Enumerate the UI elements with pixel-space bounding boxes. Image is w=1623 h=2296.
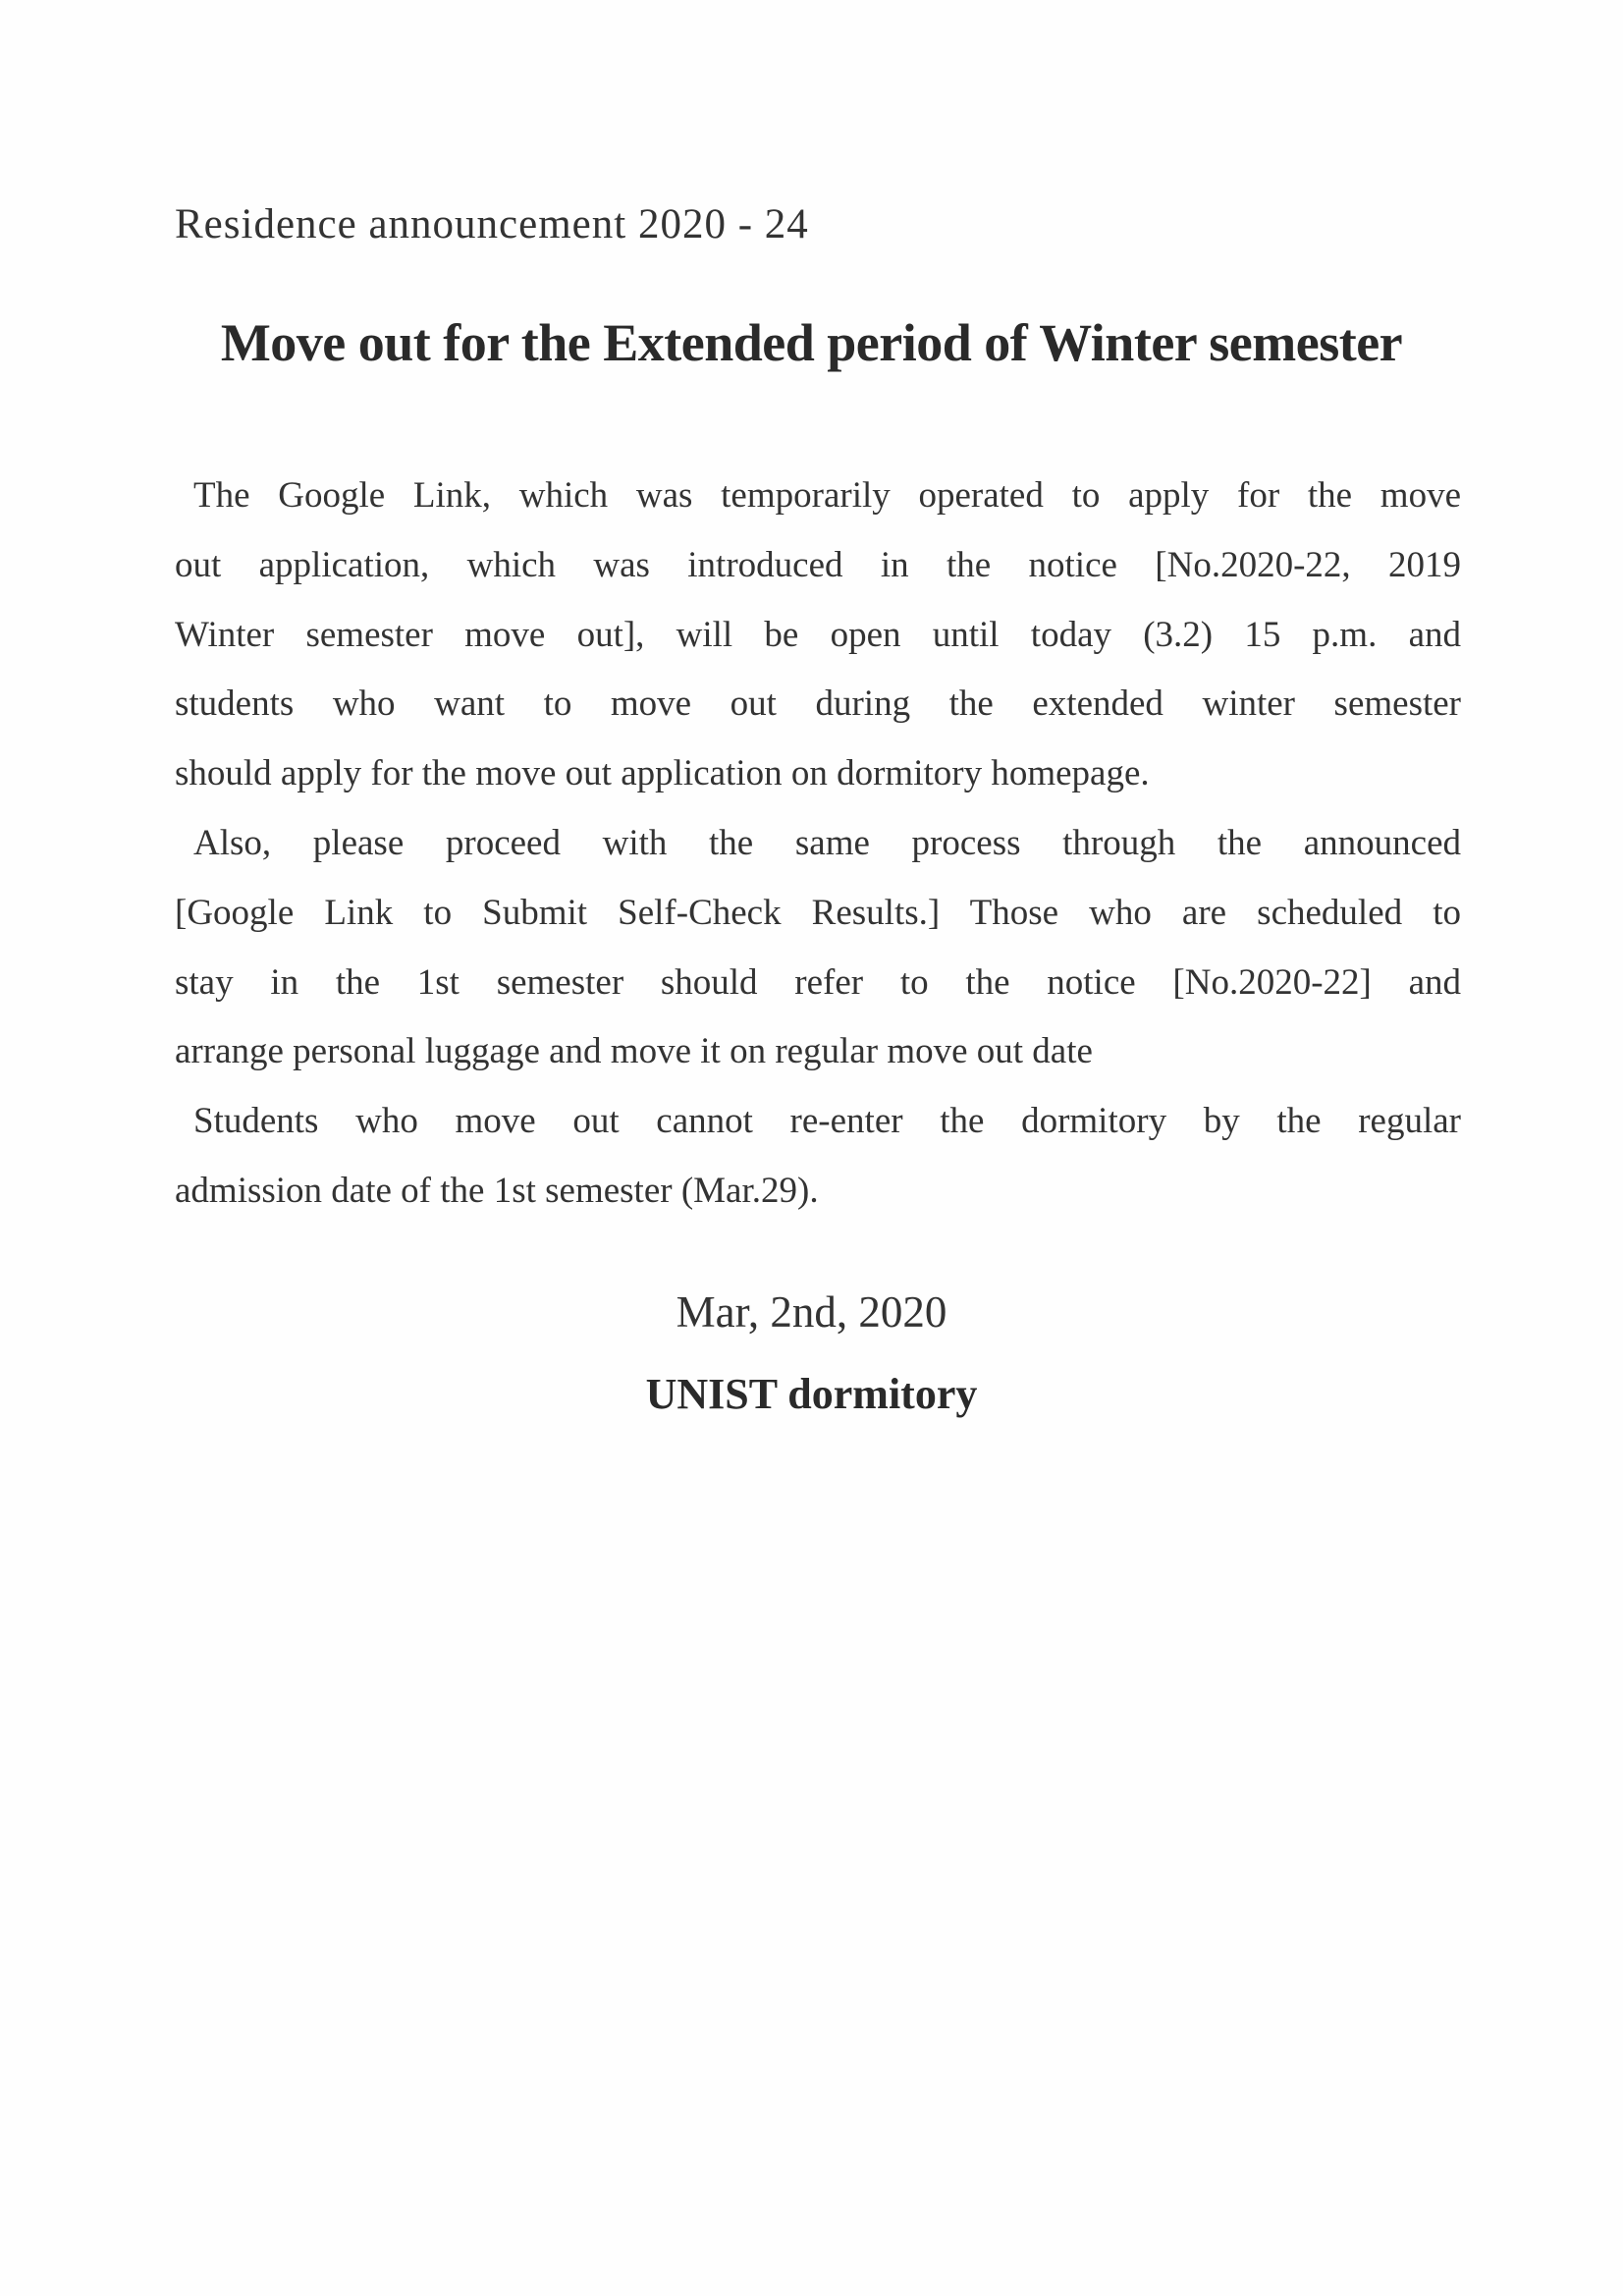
body-line: Winter semester move out], will be open until today (3.2) 15 p.m. and [175, 614, 1461, 655]
body-line: Also, please proceed with the same process through the announced [193, 822, 1461, 863]
issue-date: Mar, 2nd, 2020 [676, 1287, 947, 1337]
body-line: admission date of the 1st semester (Mar.29). [175, 1170, 819, 1211]
document-title: Move out for the Extended period of Winter semester [220, 313, 1403, 372]
notice-body [175, 462, 1461, 1227]
body-line: The Google Link, which was temporarily operated to apply for the move [193, 475, 1461, 516]
body-line: [Google Link to Submit Self-Check Results.] Those who are scheduled to [175, 892, 1461, 933]
body-line: arrange personal luggage and move it on regular move out date [175, 1031, 1093, 1072]
announcement-number: Residence announcement 2020 - 24 [175, 201, 809, 247]
body-line: students who want to move out during the extended winter semester [175, 683, 1461, 725]
body-line: stay in the 1st semester should refer to the notice [No.2020-22] and [175, 961, 1461, 1003]
body-line: should apply for the move out application on dormitory homepage. [175, 753, 1150, 794]
body-line: Students who move out cannot re-enter the dormitory by the regular [193, 1101, 1461, 1142]
body-line: out application, which was introduced in the notice [No.2020-22, 2019 [175, 544, 1461, 585]
issuer-signature: UNIST dormitory [645, 1370, 978, 1418]
